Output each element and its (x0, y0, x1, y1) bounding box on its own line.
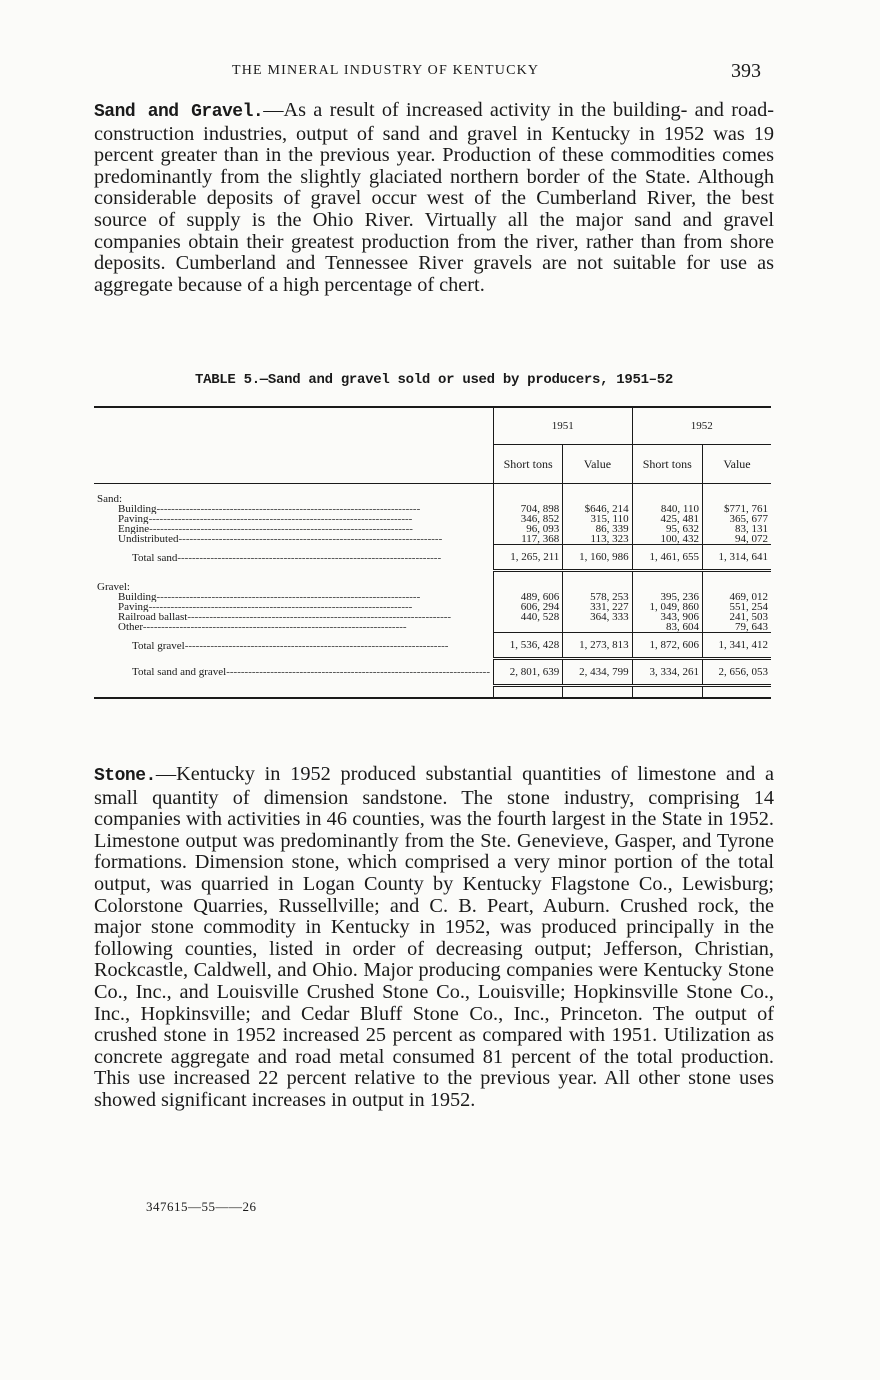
table-cell: 86, 339 (563, 524, 632, 534)
row-label: Undistributed (118, 534, 179, 545)
table-cell (493, 622, 562, 633)
row-label: Building (118, 592, 157, 602)
table-cell: 94, 072 (702, 534, 771, 545)
table-row: Paving------------------------------------------------------------------------ 346, 852 315, 110 425, 481 365, 677 (94, 514, 771, 524)
total-cell: 1, 273, 813 (563, 633, 632, 659)
table-row: Building------------------------------------------------------------------------ 489, 606 578, 253 395, 236 469, 012 (94, 592, 771, 602)
row-label: Railroad ballast (118, 612, 188, 622)
section-label-sand: Sand: (97, 494, 123, 504)
total-cell: 1, 160, 986 (563, 545, 632, 571)
running-title: THE MINERAL INDUSTRY OF KENTUCKY (232, 63, 540, 78)
table-cell: 113, 323 (563, 534, 632, 545)
unit-header: Value (702, 445, 771, 484)
table-cell: 840, 110 (632, 504, 702, 514)
table-cell: 96, 093 (493, 524, 562, 534)
table-row: Building------------------------------------------------------------------------ 704, 898 $646, 214 840, 110 $771, 761 (94, 504, 771, 514)
page-number: 393 (731, 60, 761, 82)
table-cell: 1, 049, 860 (632, 602, 702, 612)
table-cell: 395, 236 (632, 592, 702, 602)
unit-header: Short tons (493, 445, 562, 484)
stone-paragraph (94, 764, 774, 1112)
total-cell: 1, 341, 412 (702, 633, 771, 659)
table-row: Railroad ballast------------------------------------------------------------------------ 440, 528 364, 333 343, 906 241, 503 (94, 612, 771, 622)
table-cell: 331, 227 (563, 602, 632, 612)
table-cell: $771, 761 (702, 504, 771, 514)
running-header (0, 60, 880, 88)
total-cell: 1, 314, 641 (702, 545, 771, 571)
table-cell: 578, 253 (563, 592, 632, 602)
total-label: Total gravel (132, 639, 185, 652)
year-1952-header: 1952 (632, 407, 771, 445)
sand-gravel-heading: Sand and Gravel. (94, 102, 264, 122)
table-cell: 469, 012 (702, 592, 771, 602)
table-row: Engine------------------------------------------------------------------------ 96, 093 86, 339 95, 632 83, 131 (94, 524, 771, 534)
row-label: Other (118, 622, 143, 633)
grand-total-cell: 2, 801, 639 (493, 659, 562, 686)
table-row-grand-total: Total sand and gravel------------------------------------------------------------------------ 2, 801, 639 2, 434, 799 3, 334, 261 2, 656, 053 (94, 659, 771, 686)
table-caption: TABLE 5.—Sand and gravel sold or used by producers, 1951–52 (195, 372, 673, 388)
table-cell: 440, 528 (493, 612, 562, 622)
grand-total-cell: 2, 434, 799 (563, 659, 632, 686)
row-label: Paving (118, 514, 149, 524)
table-cell: 346, 852 (493, 514, 562, 524)
total-cell: 1, 536, 428 (493, 633, 562, 659)
sand-gravel-paragraph (94, 100, 774, 296)
table-row-total: Total gravel------------------------------------------------------------------------ 1, 536, 428 1, 273, 813 1, 872, 606 1, 341, 412 (94, 633, 771, 659)
year-1951-header: 1951 (493, 407, 632, 445)
grand-total-cell: 3, 334, 261 (632, 659, 702, 686)
grand-total-cell: 2, 656, 053 (702, 659, 771, 686)
total-label: Total sand (132, 551, 178, 564)
row-label: Engine (118, 524, 150, 534)
table-cell: 100, 432 (632, 534, 702, 545)
table-cell: 83, 604 (632, 622, 702, 633)
row-label: Building (118, 504, 157, 514)
sand-gravel-text: —As a result of increased activity in the building- and road-construction industries, output of sand and gravel in Kentucky in 1952 was 19 percent greater than in the previous year. Production of these commodities comes predominantly from the slightly glaciated northern border of the State. Although considerable deposits of gravel occur west of the Cumberland River, the best source of supply is the Ohio River. Virtually all the major sand and gravel companies obtain their greatest production from the river, rather than from shore deposits. Cumberland and Tennessee River gravels are not suitable for use as aggregate because of a high percentage of chert. (94, 99, 775, 296)
stone-heading: Stone. (94, 766, 156, 786)
table-cell: 489, 606 (493, 592, 562, 602)
grand-total-label: Total sand and gravel (132, 666, 227, 678)
unit-header: Value (563, 445, 632, 484)
table-row-total: Total sand------------------------------------------------------------------------ 1, 265, 211 1, 160, 986 1, 461, 655 1, 314, 641 (94, 545, 771, 571)
row-label: Paving (118, 602, 149, 612)
table-cell: 315, 110 (563, 514, 632, 524)
table-cell: 704, 898 (493, 504, 562, 514)
section-label-gravel: Gravel: (97, 582, 130, 592)
table-corner (94, 407, 493, 445)
table-cell: 79, 643 (702, 622, 771, 633)
unit-header: Short tons (632, 445, 702, 484)
table-corner-lower (94, 445, 493, 484)
table-cell: 241, 503 (702, 612, 771, 622)
total-cell: 1, 872, 606 (632, 633, 702, 659)
table-cell: 343, 906 (632, 612, 702, 622)
total-cell: 1, 461, 655 (632, 545, 702, 571)
sand-gravel-table (94, 406, 771, 699)
table-cell: 606, 294 (493, 602, 562, 612)
table-cell: 365, 677 (702, 514, 771, 524)
footer-code: 347615—55——26 (146, 1199, 257, 1214)
table-row: Other------------------------------------------------------------------------ 83, 604 79, 643 (94, 622, 771, 633)
table-cell: 117, 368 (493, 534, 562, 545)
stone-text: —Kentucky in 1952 produced substantial quantities of limestone and a small quantity of dimension sandstone. The stone industry, comprising 14 companies with activities in 46 counties, was the fourth largest in the State in 1952. Limestone output was predominantly from the Ste. Genevieve, Gasper, and Tyrone formations. Dimension stone, which comprised a very minor portion of the total output, was quarried in Logan County by Kentucky Flagstone Co., Lewisburg; Colorstone Quarries, Russellville; and C. B. Peart, Auburn. Crushed rock, the major stone commodity in Kentucky in 1952, was produced principally in the following counties, listed in order of decreasing output; Jefferson, Christian, Rockcastle, Caldwell, and Ohio. Major producing companies were Kentucky Stone Co., Inc., and Louisville Crushed Stone Co., Louisville; Hopkinsville Stone Co., Inc., Hopkinsville; and Cedar Bluff Stone Co., Inc., Princeton. The output of crushed stone in 1952 increased 25 percent as compared with 1951. Utilization as concrete aggregate and road metal consumed 81 percent of the total production. This use increased 22 percent relative to the previous year. All other stone uses showed significant increases in output in 1952. (94, 763, 774, 1111)
table-cell: 425, 481 (632, 514, 702, 524)
table-row: Paving------------------------------------------------------------------------ 606, 294 331, 227 1, 049, 860 551, 254 (94, 602, 771, 612)
total-cell: 1, 265, 211 (493, 545, 562, 571)
table-cell: 83, 131 (702, 524, 771, 534)
table-cell: $646, 214 (563, 504, 632, 514)
table-cell: 95, 632 (632, 524, 702, 534)
table-row: Undistributed------------------------------------------------------------------------ 117, 368 113, 323 100, 432 94, 072 (94, 534, 771, 545)
table-cell: 364, 333 (563, 612, 632, 622)
table-cell: 551, 254 (702, 602, 771, 612)
table-cell (563, 622, 632, 633)
